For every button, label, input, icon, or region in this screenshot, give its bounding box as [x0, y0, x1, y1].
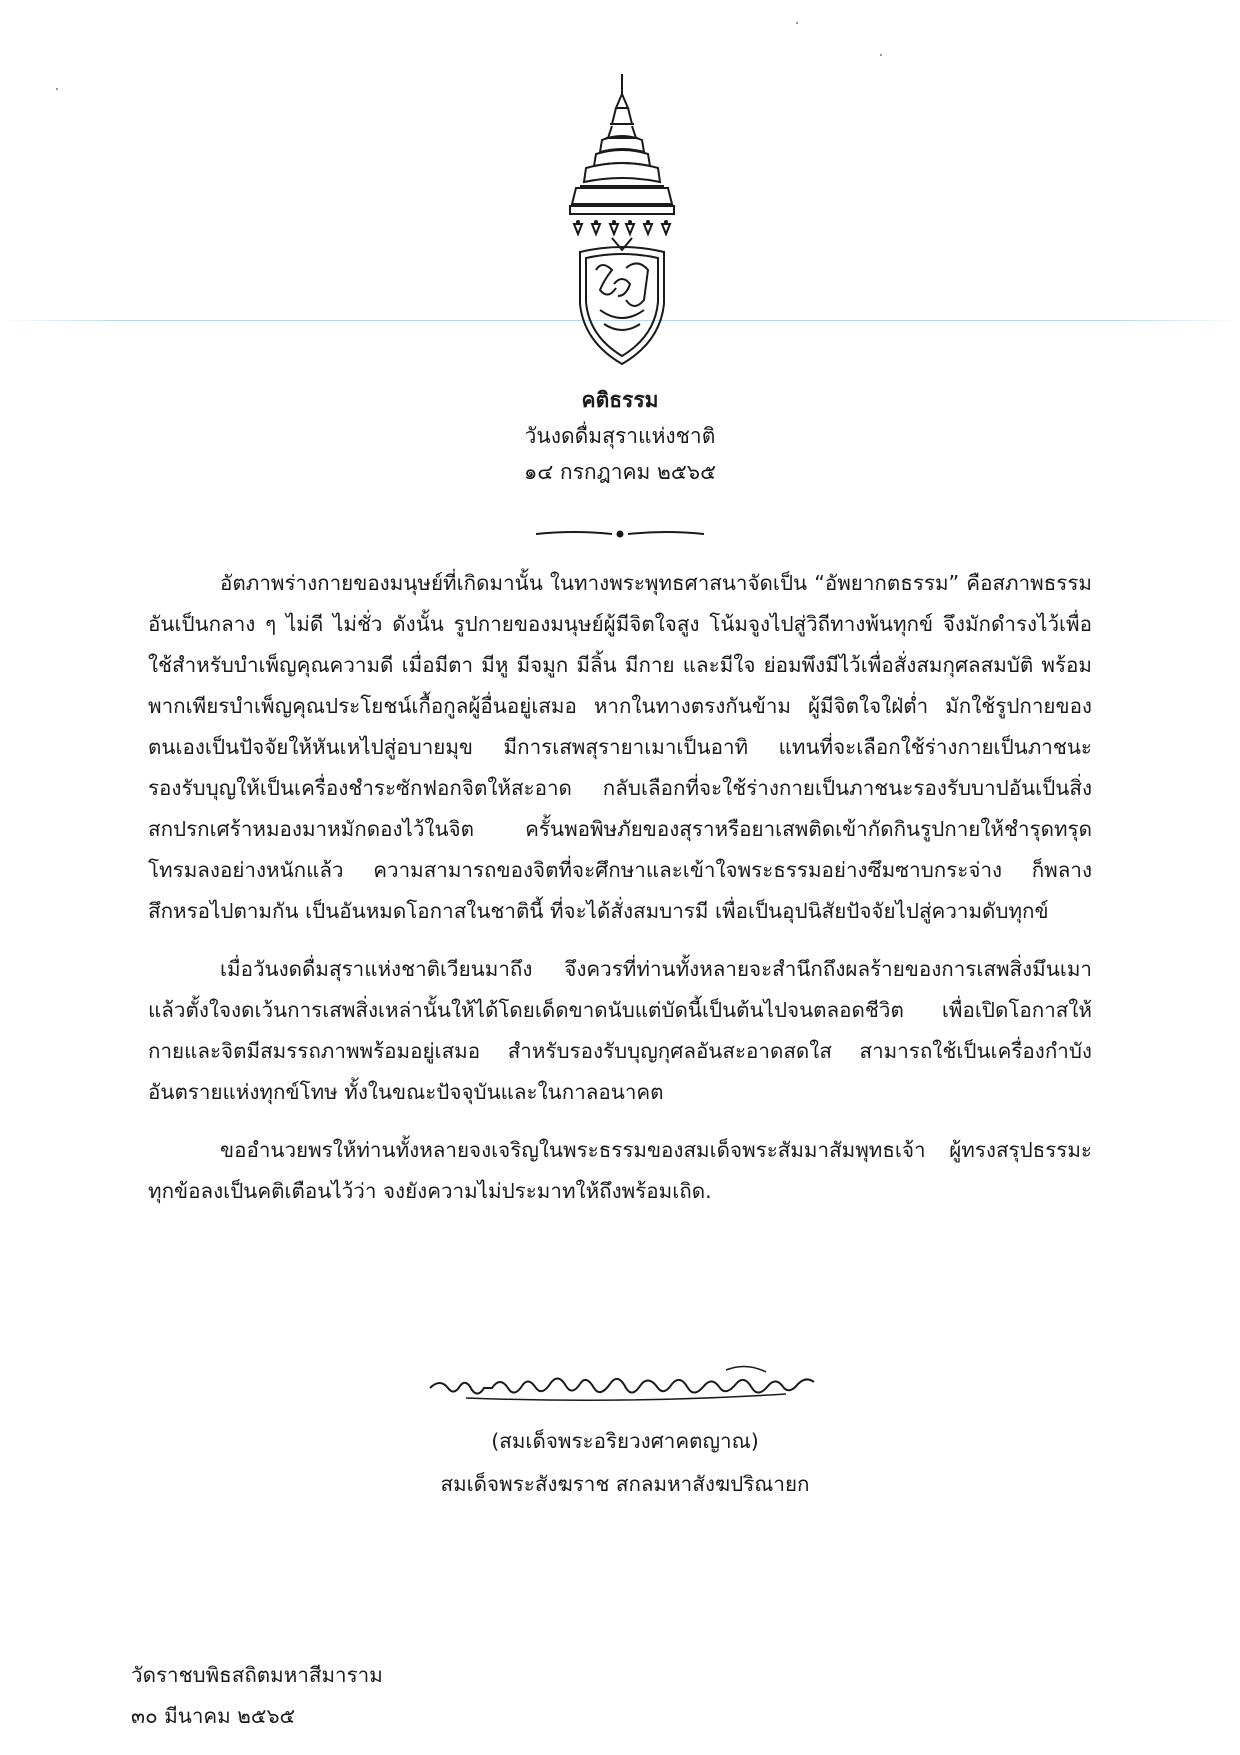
- scan-speck: [56, 88, 58, 90]
- signer-title: สมเด็จพระสังฆราช สกลมหาสังฆปริณายก: [440, 1472, 810, 1496]
- handwritten-signature: [426, 1358, 818, 1410]
- footer-location: วัดราชบพิธสถิตมหาสีมาราม: [131, 1663, 383, 1687]
- body-paragraph: อัตภาพร่างกายของมนุษย์ที่เกิดมานั้น ในทางพระพุทธศาสนาจัดเป็น “อัพยากตธรรม” คือสภาพธรรมอันเป็นกลาง ๆ ไม่ดี ไม่ชั่ว ดังนั้น รูปกายของมนุษย์ผู้มีจิตใจสูง โน้มจูงไปสู่วิถีทางพ้นทุกข์ จึงมักดำรงไว้เพื่อใช้สำหรับบำเพ็ญคุณความดี เมื่อมีตา มีหู มีจมูก มีลิ้น มีกาย และมีใจ ย่อมพึงมีไว้เพื่อสั่งสมกุศลสมบัติ พร้อมพากเพียรบำเพ็ญคุณประโยชน์เกื้อกูลผู้อื่นอยู่เสมอ หากในทางตรงกันข้าม ผู้มีจิตใจใฝ่ต่ำ มักใช้รูปกายของตนเองเป็นปัจจัยให้หันเหไปสู่อบายมุข มีการเสพสุรายาเมาเป็นอาทิ แทนที่จะเลือกใช้ร่างกายเป็นภาชนะรองรับบุญให้เป็นเครื่องชำระซักฟอกจิตให้สะอาด กลับเลือกที่จะใช้ร่างกายเป็นภาชนะรองรับบาปอันเป็นสิ่งสกปรกเศร้าหมองมาหมักดองไว้ในจิต ครั้นพอพิษภัยของสุราหรือยาเสพติดเข้ากัดกินรูปกายให้ชำรุดทรุดโทรมลงอย่างหนักแล้ว ความสามารถของจิตที่จะศึกษาและเข้าใจพระธรรมอย่างซึมซาบกระจ่าง ก็พลางสึกหรอไปตามกัน เป็นอันหมดโอกาสในชาตินี้ ที่จะได้สั่งสมบารมี เพื่อเป็นอุปนิสัยปัจจัยไปสู่ความดับทุกข์: [148, 571, 1092, 923]
- royal-emblem-icon: [560, 74, 684, 374]
- message-date: ๑๔ กรกฎาคม ๒๕๖๕: [523, 460, 717, 484]
- signer-name: (สมเด็จพระอริยวงศาคตญาณ): [491, 1429, 759, 1453]
- footer: [131, 1655, 383, 1737]
- ornamental-divider-icon: [534, 528, 706, 540]
- body-paragraph: ขออำนวยพรให้ท่านทั้งหลายจงเจริญในพระธรรมของสมเด็จพระสัมมาสัมพุทธเจ้า ผู้ทรงสรุปธรรมะทุกข้อลงเป็นคติเตือนไว้ว่า จงยังความไม่ประมาทให้ถึงพร้อมเถิด.: [148, 1138, 1092, 1203]
- document-title: คติธรรม: [581, 388, 659, 412]
- footer-date: ๓๐ มีนาคม ๒๕๖๕: [131, 1704, 296, 1728]
- occasion-title: วันงดดื่มสุราแห่งชาติ: [524, 424, 716, 448]
- scan-speck: [880, 54, 882, 56]
- scan-speck: [796, 22, 798, 24]
- message-body: [148, 563, 1092, 1229]
- header: [0, 382, 1240, 490]
- body-paragraph: เมื่อวันงดดื่มสุราแห่งชาติเวียนมาถึง จึงควรที่ท่านทั้งหลายจะสำนึกถึงผลร้ายของการเสพสิ่งมึนเมา แล้วตั้งใจงดเว้นการเสพสิ่งเหล่านั้นให้ได้โดยเด็ดขาดนับแต่บัดนี้เป็นต้นไปจนตลอดชีวิต เพื่อเปิดโอกาสให้กายและจิตมีสมรรถภาพพร้อมอยู่เสมอ สำหรับรองรับบุญกุศลอันสะอาดสดใส สามารถใช้เป็นเครื่องกำบังอันตรายแห่งทุกข์โทษ ทั้งในขณะปัจจุบันและในกาลอนาคต: [148, 957, 1092, 1104]
